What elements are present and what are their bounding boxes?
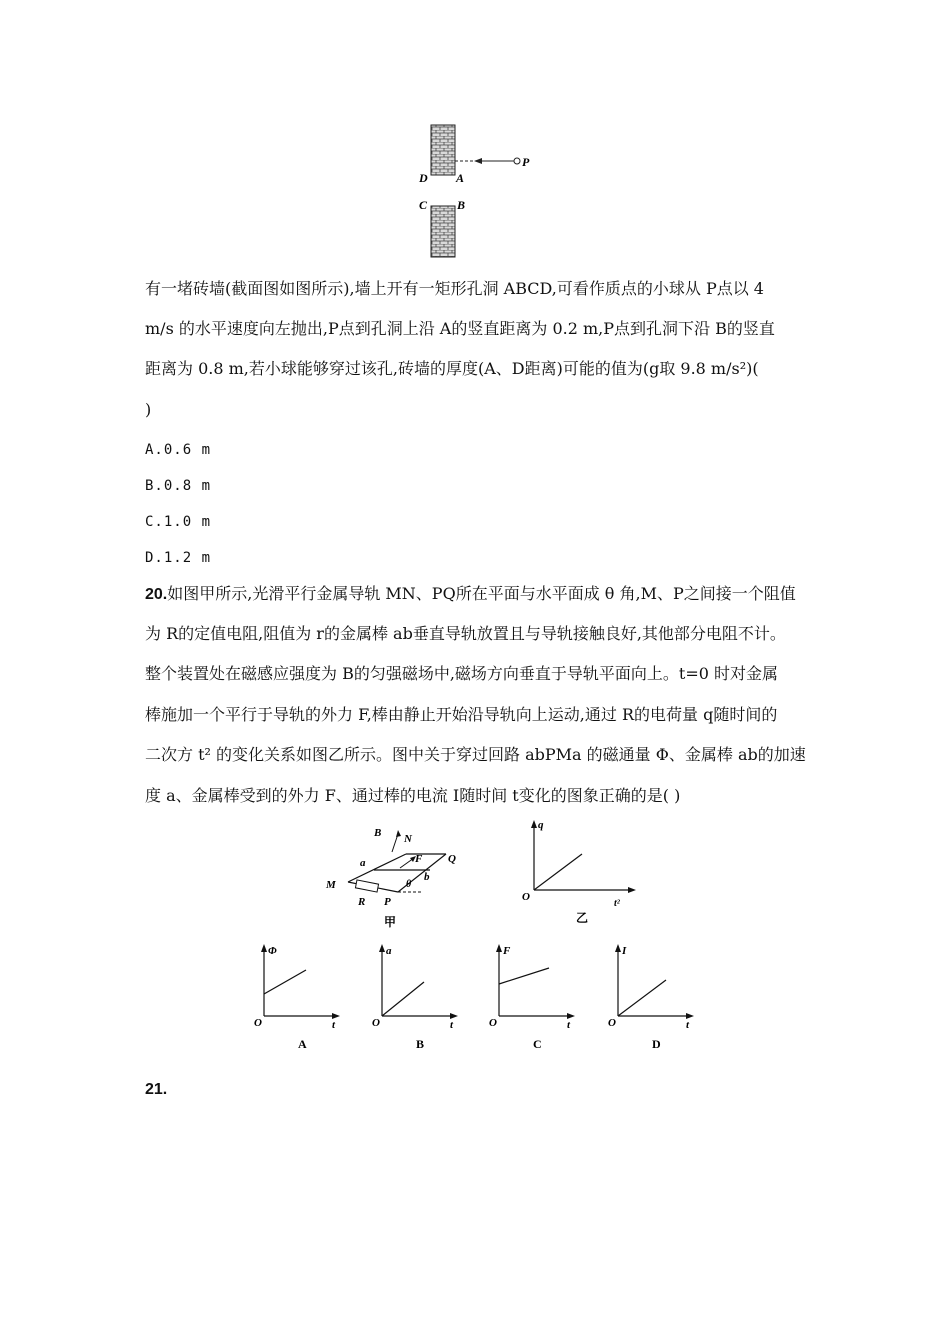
option-a: A.0.6 m (145, 442, 212, 458)
graph-choice-d (606, 938, 734, 1058)
label-B: B (457, 198, 466, 212)
q19-line-4: ) (145, 400, 152, 419)
option-d: D.1.2 m (145, 550, 212, 566)
label-N: N (404, 833, 412, 845)
arrow-head (474, 158, 482, 164)
graph-yi (520, 818, 640, 930)
label-M: M (326, 879, 336, 891)
question-number-21: 21. (145, 1081, 168, 1098)
a-line (382, 982, 424, 1016)
q20-line-4: 棒施加一个平行于导轨的外力 F,棒由静止开始沿导轨向上运动,通过 R的电荷量 q随时间的 (145, 705, 778, 724)
q-line (534, 854, 582, 890)
ball-point (514, 158, 520, 164)
graph-choice-c (487, 938, 615, 1058)
ylabel-i: I (622, 945, 627, 957)
graph-choice-a (252, 938, 380, 1058)
xlabel-t: t (450, 1019, 454, 1031)
label-P: P (384, 896, 391, 908)
caption-yi: 乙 (576, 911, 589, 925)
label-R: R (358, 896, 366, 908)
origin-O: O (522, 891, 530, 903)
q20-line-6: 度 a、金属棒受到的外力 F、通过棒的电流 I随时间 t变化的图象正确的是( ) (145, 786, 681, 805)
xlabel-t: t (567, 1019, 571, 1031)
label-F: F (415, 853, 423, 865)
caption-c: C (533, 1037, 542, 1051)
label-b: b (424, 871, 430, 883)
phi-line (264, 970, 306, 994)
resistor-symbol (355, 880, 378, 892)
caption-jia: 甲 (384, 915, 397, 929)
label-D: D (419, 171, 428, 185)
label-A: A (456, 171, 465, 185)
label-B: B (374, 827, 382, 839)
caption-d: D (652, 1037, 661, 1051)
q19-line-2: m/s 的水平速度向左抛出,P点到孔洞上沿 A的竖直距离为 0.2 m,P点到孔洞下沿 B的竖直 (145, 319, 775, 338)
brick-wall-figure (410, 118, 550, 263)
q19-line-1: 有一堵砖墙(截面图如图所示),墙上开有一矩形孔洞 ABCD,可看作质点的小球从 P点以 4 (145, 279, 764, 298)
q20-line-1: 20.如图甲所示,光滑平行金属导轨 MN、PQ所在平面与水平面成 θ 角,M、P之间接一个阻值 (145, 584, 796, 603)
xlabel-t2: t² (614, 898, 620, 909)
origin-O: O (489, 1017, 497, 1029)
label-C: C (419, 198, 428, 212)
q20-line-2: 为 R的定值电阻,阻值为 r的金属棒 ab垂直导轨放置且与导轨接触良好,其他部分电阻不计。 (145, 624, 786, 643)
ylabel-q: q (538, 819, 544, 831)
q20-line-3: 整个装置处在磁感应强度为 B的匀强磁场中,磁场方向垂直于导轨平面向上。t=0 时对金属 (145, 664, 779, 683)
xlabel-t: t (686, 1019, 690, 1031)
label-Q: Q (448, 853, 456, 865)
graph-choice-b (370, 938, 498, 1058)
i-line (618, 980, 666, 1016)
xlabel-t: t (332, 1019, 336, 1031)
wall-lower (431, 206, 455, 257)
label-theta: θ (406, 879, 412, 890)
option-c: C.1.0 m (145, 514, 212, 530)
label-a: a (360, 857, 366, 869)
origin-O: O (254, 1017, 262, 1029)
f-line (499, 968, 549, 984)
caption-b: B (416, 1037, 425, 1051)
ylabel-a: a (386, 945, 392, 957)
ylabel-f: F (503, 945, 511, 957)
caption-a: A (298, 1037, 307, 1051)
question-number-20: 20. (145, 586, 168, 603)
origin-O: O (608, 1017, 616, 1029)
rails-diagram-jia (318, 820, 468, 932)
q19-line-3: 距离为 0.8 m,若小球能够穿过该孔,砖墙的厚度(A、D距离)可能的值为(g取 9.8 m/s²)( (145, 359, 759, 378)
origin-O: O (372, 1017, 380, 1029)
ylabel-phi: Φ (268, 945, 277, 957)
wall-upper (431, 125, 455, 175)
label-P: P (522, 155, 530, 169)
q20-line-5: 二次方 t² 的变化关系如图乙所示。图中关于穿过回路 abPMa 的磁通量 Φ、金属棒 ab的加速 (145, 745, 806, 764)
option-b: B.0.8 m (145, 478, 212, 494)
